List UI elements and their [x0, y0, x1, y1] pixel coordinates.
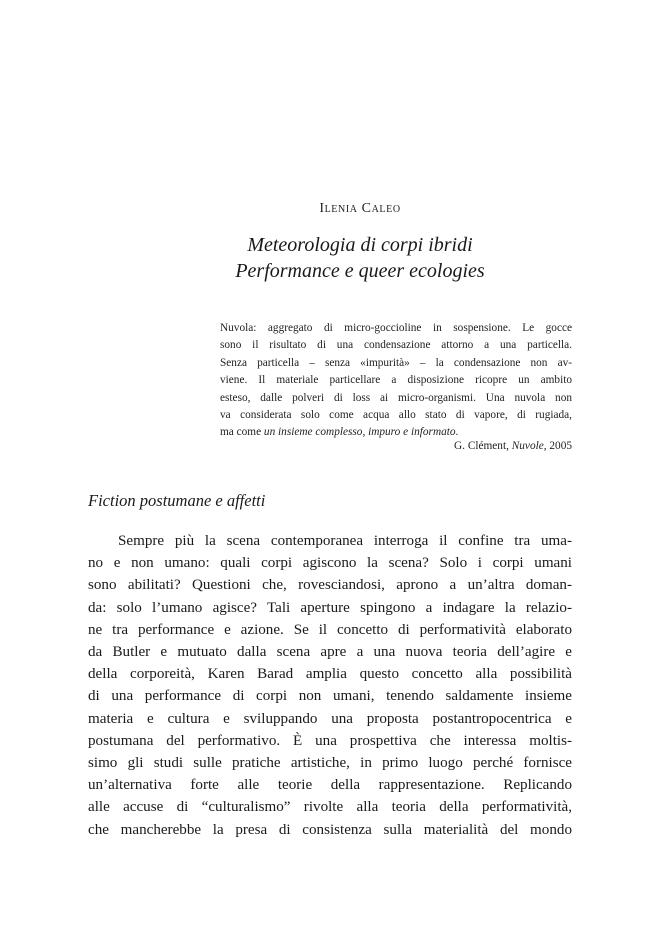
body-line: alle accuse di “culturalismo” rivolte alla teoria della performatività,	[88, 799, 572, 816]
body-line: postumana del performativo. È una prospettiva che interessa moltis-	[88, 732, 572, 749]
body-paragraph	[88, 530, 572, 841]
section-heading: Fiction postumane e affetti	[88, 491, 266, 510]
body-line: sono abilitati? Questioni che, rovesciandosi, aprono a un’altra doman-	[88, 577, 572, 594]
chapter-subtitle: Performance e queer ecologies	[235, 260, 485, 282]
epigraph-italic-phrase: un insieme complesso, impuro e informato	[263, 426, 456, 439]
epigraph-line: esteso, dalle polveri di loss ai micro-organismi. Una nuvola non	[220, 391, 572, 404]
epigraph-line: Senza particella – senza «impurità» – la condensazione non av-	[220, 356, 572, 369]
chapter-title	[0, 232, 650, 284]
body-line: Sempre più la scena contemporanea interroga il confine tra uma-	[118, 533, 572, 549]
epigraph-last-suffix: .	[455, 426, 459, 439]
attribution-author: G. Clément,	[454, 440, 512, 452]
epigraph-line: viene. Il materiale particellare a disposizione ricopre un ambito	[220, 374, 572, 387]
chapter-author: Ilenia Caleo	[319, 201, 401, 216]
body-line: di una performance di corpi non umani, tenendo saldamente insieme	[88, 688, 572, 705]
epigraph-last-prefix: ma come	[220, 426, 264, 439]
attribution-work: Nuvole	[511, 440, 544, 452]
body-line: da Butler e mutuato dalla scena apre a una nuova teoria dell’agire e	[88, 644, 572, 661]
epigraph	[220, 320, 572, 442]
attribution-year: , 2005	[543, 440, 572, 452]
body-line: un’alternativa forte alle teorie della rappresentazione. Replicando	[88, 777, 572, 794]
epigraph-attribution	[220, 440, 572, 452]
body-line: della corporeità, Karen Barad amplia questo concetto alla possibilità	[88, 666, 572, 683]
body-line: ne tra performance e azione. Se il concetto di performatività elaborato	[88, 621, 572, 638]
epigraph-line: va considerata solo come acqua allo stato di vapore, di rugiada,	[220, 409, 572, 422]
body-line: materia e cultura e sviluppando una proposta postantropocentrica e	[88, 710, 572, 727]
body-line: che mancherebbe la presa di consistenza sulla materialità del mondo	[88, 821, 572, 838]
epigraph-line: sono il risultato di una condensazione attorno a una particella.	[220, 339, 572, 352]
chapter-title-line-1: Meteorologia di corpi ibridi	[247, 234, 473, 256]
epigraph-line: Nuvola: aggregato di micro-goccioline in sospensione. Le gocce	[220, 322, 572, 334]
body-line: da: solo l’umano agisce? Tali aperture spingono a indagare la relazio-	[88, 599, 572, 616]
body-line: no e non umano: quali corpi agiscono la scena? Solo i corpi umani	[88, 555, 572, 572]
body-line: simo gli studi sulle pratiche artistiche, in primo luogo perché fornisce	[88, 755, 572, 772]
